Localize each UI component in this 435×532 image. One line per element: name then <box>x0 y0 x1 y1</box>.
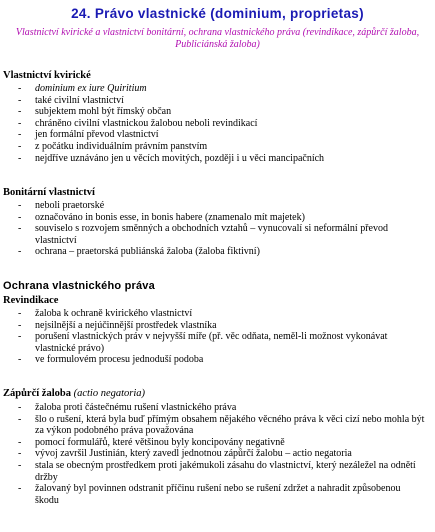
list-item: - jen formální převod vlastnictví <box>0 129 430 141</box>
list-item: - porušení vlastnických práv v nejvyšší míře (př. věc odňata, neměl-li možnost vykonávat vlastnické právo) <box>0 331 430 354</box>
section-heading-ochrana: Ochrana vlastnického práva <box>3 280 155 292</box>
page-subtitle: Vlastnictví kvirické a vlastnictví bonitární, ochrana vlastnického práva (revindikace, zápůrčí žaloba, Publiciánská žaloba) <box>15 27 420 50</box>
list-item: - žalovaný byl povinnen odstranit příčinu rušení nebo se rušení zdržet a nahradit způsobenou škodu <box>0 483 430 506</box>
list-item: - označováno in bonis esse, in bonis habere (znamenalo mít majetek) <box>0 212 430 224</box>
zapurci-heading-note: (actio negatoria) <box>73 388 146 399</box>
list-item: - subjektem mohl být římský občan <box>0 106 430 118</box>
list-item: - souviselo s rozvojem směnných a obchodních vztahů – vynucovalí si neformální převod vlastnictví <box>0 223 430 246</box>
list-item: - vývoj završil Justinián, který zavedl jednotnou zápůrčí žalobu – actio negatoria <box>0 448 430 460</box>
list-item: - nejsilnější a nejúčinnější prostředek vlastníka <box>0 320 430 332</box>
list-kviricke <box>0 83 430 164</box>
list-item: - neboli praetorské <box>0 200 430 212</box>
list-item: - stala se obecným prostředkem proti jakémukoli zásahu do vlastnictví, který nezáležel na odnětí držby <box>0 460 430 483</box>
section-heading-bonitarni: Bonitární vlastnictví <box>3 187 95 198</box>
list-item: - pomocí formulářů, které většinou byly koncipovány negativně <box>0 437 430 449</box>
list-item: - také civilní vlastnictví <box>0 95 430 107</box>
list-revindikace <box>0 308 430 366</box>
page-title: 24. Právo vlastnické (dominium, proprietas) <box>71 6 364 21</box>
section-heading-kviricke: Vlastnictví kvirické <box>3 70 91 81</box>
list-bonitarni <box>0 200 430 258</box>
section-heading-zapurci <box>3 388 145 400</box>
list-item: - ochrana – praetorská publiánská žaloba (žaloba fiktivní) <box>0 246 430 258</box>
list-item: - ve formulovém procesu jednoduší podoba <box>0 354 430 366</box>
list-item: - šlo o rušení, která byla buď přímým obsahem nějakého věcného práva k věci cizí nebo mohla být za výkon podobného práva považována <box>0 414 430 437</box>
list-item: - dominium ex iure Quiritium <box>0 83 430 95</box>
list-item: - chráněno civilní vlastnickou žalobou neboli revindikací <box>0 118 430 130</box>
list-item: - žaloba k ochraně kvirického vlastnictví <box>0 308 430 320</box>
subheading-revindikace: Revindikace <box>3 295 59 306</box>
list-item: - nejdříve uznáváno jen u věcích movitých, později i u věci mancipačních <box>0 153 430 165</box>
list-item: - z počátku individuálním právním panstvím <box>0 141 430 153</box>
list-item: - žaloba proti částečnému rušení vlastnického práva <box>0 402 430 414</box>
list-zapurci <box>0 402 430 506</box>
zapurci-heading-text: Zápůrčí žaloba <box>3 388 71 399</box>
